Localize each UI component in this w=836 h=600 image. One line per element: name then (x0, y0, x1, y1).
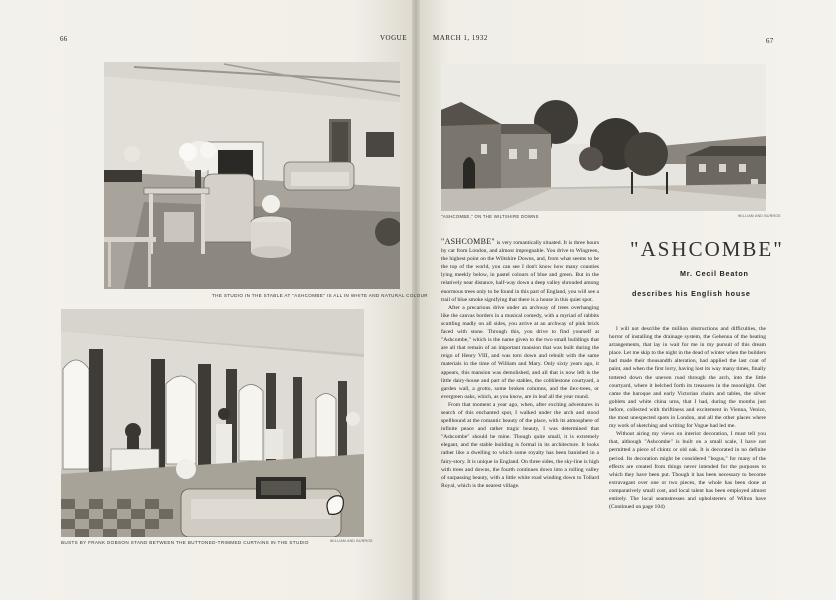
running-head-left: VOGUE (380, 34, 407, 42)
article-author: Mr. Cecil Beaton (680, 269, 749, 278)
article-column-2 (609, 325, 766, 555)
paragraph: After a precarious drive under an archway of trees overhanging like the canvas borders in a musical comedy, with a myriad of rabbits scuttling madly on all sides, you arrive at an archway of pink brick faced with stone. Through this, you drive to find yourself at "Ashcombe," which is the name given to the two small buildings that are all that remain of an important mansion that was built during the reign of Henry VIII, and was torn down and rebuilt with the same materials in the time of William and Mary. Only sixty years ago, it appears, this mansion was demolished, and all that is now left is the little dairy-house and part of the stables, the cobblestone courtyard, a garden wall, a grotto, some broken columns, and the ilex-trees, or evergreen oaks, which, as you know, are in leaf all the year round. (441, 304, 599, 400)
busts-photo-caption: BUSTS BY FRANK DOBSON STAND BETWEEN THE BUTTONED-TRIMMED CURTAINS IN THE STUDIO (61, 540, 309, 545)
paragraph: I will not describe the million obstructions and difficulties, the horror of installing the drainage system, the Gehenna of the heating arrangements, that lay in wait for me in my pursuit of this dream place. Let me skip to the night in the dead of winter when the builders had made their thousandth alteration, had applied the last coat of paint, and when the first lorry, having lost its way many times, finally tottered down the uneven road through the arch, into the little courtyard, where it belched forth its treasures in the moonlight. Out came the baroque and early Victorian chairs and tables, the silver goblets and white china urns, that I had, during the months just before, collected with thriftiness and excitement in Vienna, Venice, the most unexpected spots in London, and all the other places where my work of sketching and writing for Vogue had led me. (609, 326, 766, 430)
paragraph: From that moment a year ago, when, after exciting adventures in search of this enchanted spot, I walked under the arch and stood spellbound at the romantic beauty of the place, with its atmosphere of infinite peace and rather tragic beauty, I was determined that "Ashcombe" should be mine. Though quite small, it is extremely elegant, and the stable building is formal in its architecture. It looks rather like a dwelling to which some royalty has been banished in a fairy-story. It is unique in England. On three sides, the sky-line is high with trees and downs, the fourth continues down into a rolling valley of surpassing beauty, with a little white road winding down to Tollard Royal, which is the nearest village. (441, 401, 599, 489)
house-photo-caption: "ASHCOMBE," ON THE WILTSHIRE DOWNS (441, 214, 539, 219)
studio-photo-caption: THE STUDIO IN THE STABLE AT "ASHCOMBE" IS ALL IN WHITE AND NATURAL COLOUR (212, 293, 428, 298)
busts-photo-credit: WILLIAM AND BURROS (330, 539, 373, 543)
drop-lead: "ASHCOMBE" (441, 238, 495, 246)
ashcombe-house-photo (441, 64, 766, 211)
book-gutter (412, 0, 420, 600)
paragraph: Without airing my views on interior decoration, I must tell you that, although "Ashcombe" is built on a small scale, I have not permitted a piece of chintz or old oak. It is decorated in no definite period. Its decoration might be considered "bogus," for many of the effects are created from things never intended for the purposes to which they have been put. Though it has been necessary to become extravagant over one or two pieces, the whole has been done at comparatively small cost, and local talent has been employed almost entirely. The local seamstresses and upholsterers of Wilton have (Continued on page 104) (609, 431, 766, 511)
page-number-left: 66 (60, 35, 68, 43)
article-subtitle: describes his English house (632, 289, 751, 298)
house-photo-credit: WILLIAM AND BURROS (738, 214, 781, 218)
busts-photo (61, 309, 364, 537)
article-column-1 (441, 238, 599, 562)
running-head-right: MARCH 1, 1932 (433, 34, 488, 42)
studio-photo (104, 62, 400, 289)
paragraph-text: is very romantically situated. It is three hours by car from London, and almost impregnable. You drive to Wingreen, the highest point on the Wiltshire Downs, and, from what seems to be the top of the world, you can see I don't know how many counties lying meekly below, in pastel colours of blue and green. But in the relatively near distance, half-way down a deep valley shrouded among enormous trees only to be found in this part of England, you will see a trail of blue smoke signifying that there is a house in this quiet spot. (441, 240, 599, 303)
page-number-right: 67 (766, 37, 774, 45)
paragraph (441, 238, 599, 304)
article-title: "ASHCOMBE" (630, 237, 784, 261)
